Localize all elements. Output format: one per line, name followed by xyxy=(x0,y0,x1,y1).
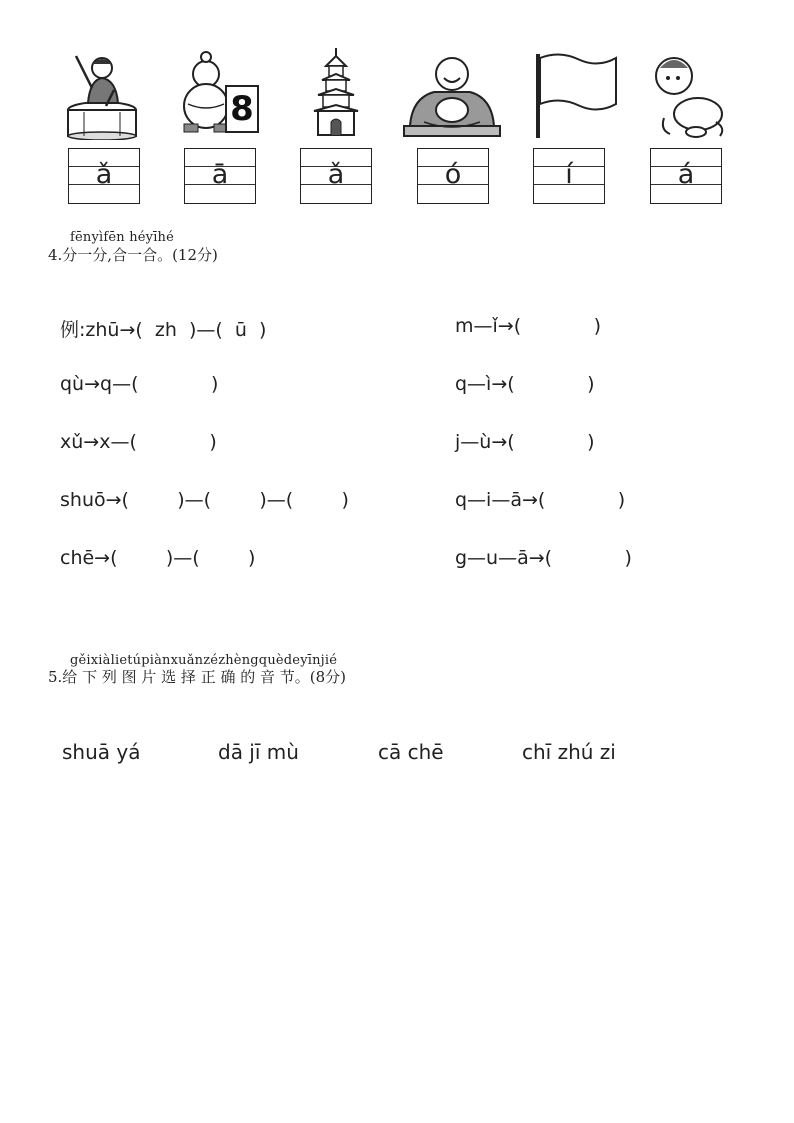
q4-row: j—ù→( ) xyxy=(455,431,595,453)
q5-option: dā jī mù xyxy=(218,740,299,764)
q5-title: 5.给 下 列 图 片 选 择 正 确 的 音 节。(8分) xyxy=(48,668,347,686)
q4-pinyin: fēnyìfēn héyīhé xyxy=(70,230,175,245)
grid-letter: ó xyxy=(444,159,462,190)
q4-title: 4.分一分,合一合。(12分) xyxy=(48,246,218,264)
pinyin-grid-4 xyxy=(417,148,489,204)
buddha-picture xyxy=(400,48,504,140)
grid-letter: ǎ xyxy=(95,159,113,190)
pinyin-grid-5 xyxy=(533,148,605,204)
q4-row: shuō→( )—( )—( ) xyxy=(60,489,349,511)
pinyin-grid-1 xyxy=(68,148,140,204)
q4-row: q—i—ā→( ) xyxy=(455,489,626,511)
pinyin-grid-2 xyxy=(184,148,256,204)
q5-option: shuā yá xyxy=(62,740,141,764)
q4-row: q—ì→( ) xyxy=(455,373,595,395)
pagoda-picture xyxy=(306,48,366,140)
q4-row-example: 例:zhū→( zh )—( ū ) xyxy=(60,319,267,341)
flag-picture xyxy=(530,48,620,140)
q4-row: g—u—ā→( ) xyxy=(455,547,632,569)
q4-row: qù→q—( ) xyxy=(60,373,219,395)
q5-pinyin: gěixiàlietúpiànxuǎnzézhèngquèdeyīnjié xyxy=(70,653,338,668)
grid-letter: í xyxy=(565,159,573,190)
drummer-icon xyxy=(62,48,142,140)
grid-letter: ā xyxy=(211,159,229,190)
buddha-statue-icon xyxy=(400,48,504,140)
flag-icon xyxy=(530,48,620,140)
child-number-8-picture xyxy=(176,48,266,140)
pagoda-icon xyxy=(306,48,366,140)
q5-option: chī zhú zi xyxy=(522,740,616,764)
q5-option: cā chē xyxy=(378,740,444,764)
pinyin-grid-6 xyxy=(650,148,722,204)
crawling-baby-icon xyxy=(650,48,730,140)
baby-picture xyxy=(650,48,730,140)
number-8-label: 8 xyxy=(230,89,254,129)
grid-letter: á xyxy=(677,159,695,190)
pinyin-grid-3 xyxy=(300,148,372,204)
q4-row: xǔ→x—( ) xyxy=(60,431,217,453)
grid-letter: ǎ xyxy=(327,159,345,190)
q4-row: chē→( )—( ) xyxy=(60,547,256,569)
drummer-picture xyxy=(62,48,142,140)
q4-row: m—ǐ→( ) xyxy=(455,315,602,337)
